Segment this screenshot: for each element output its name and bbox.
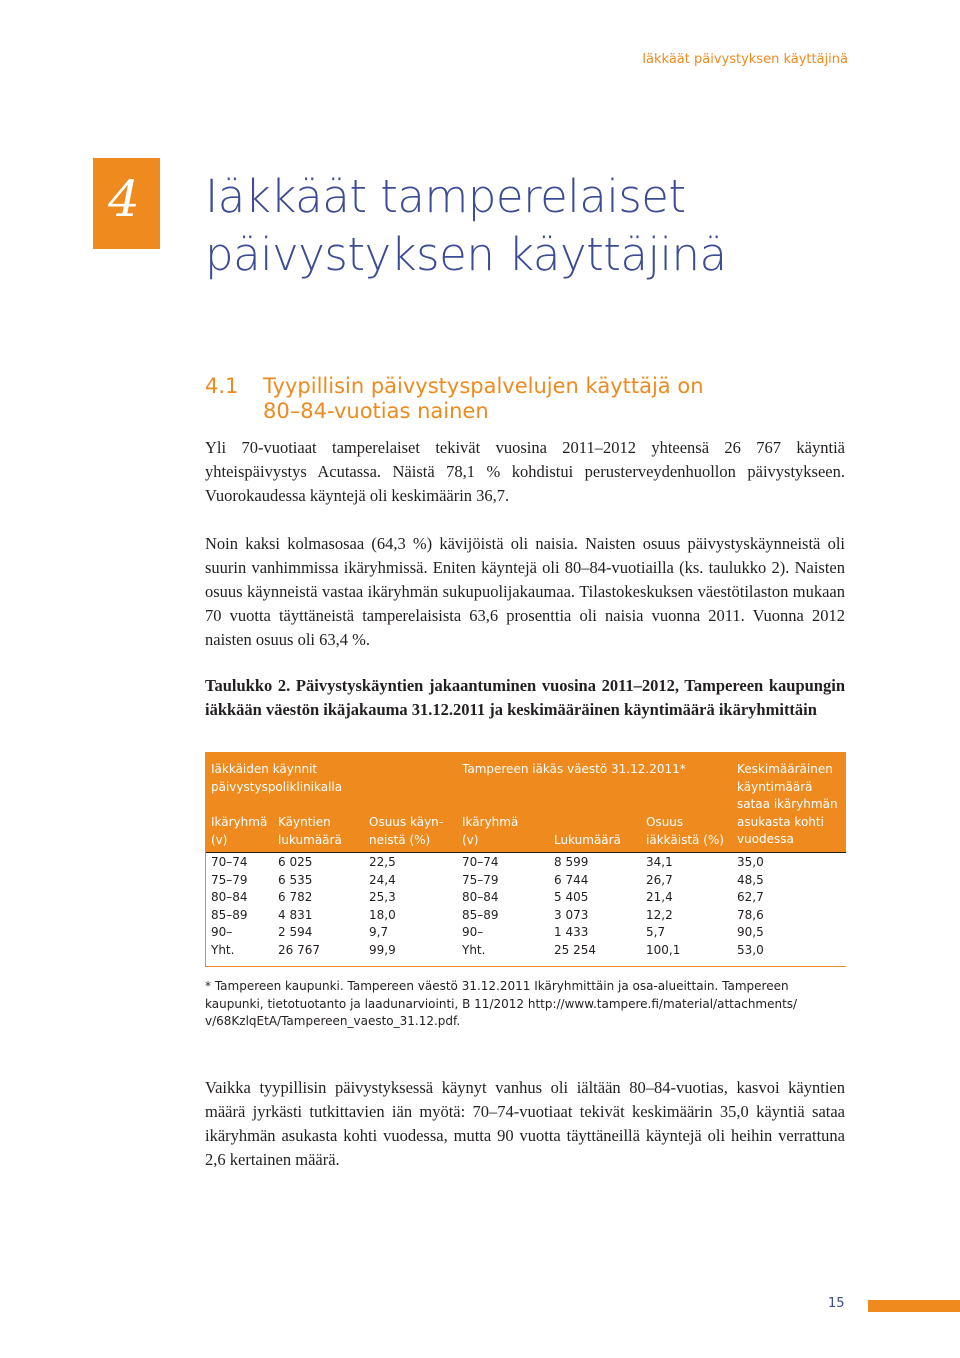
column-header-population-share-line-2: iäkkäistä (%)	[646, 832, 724, 847]
table-cell: 12,2	[646, 907, 673, 922]
table-cell: 6 744	[554, 872, 589, 887]
footnote-line-1: * Tampereen kaupunki. Tampereen väestö 31.12.2011 Ikäryhmittäin ja osa-alueittain. Tampereen	[205, 979, 789, 993]
table-cell: 22,5	[369, 855, 396, 869]
table-cell: 80–84	[211, 890, 248, 904]
table-row	[206, 924, 846, 942]
column-header-visit-share-line-1: Osuus käyn-	[369, 815, 444, 829]
page-number: 15	[828, 1296, 845, 1311]
column-header-population-count: Lukumäärä	[554, 832, 621, 847]
table-cell: 70–74	[462, 855, 499, 869]
table-cell: 26 767	[278, 942, 320, 957]
table-cell: 70–74	[211, 855, 248, 869]
table-cell: 48,5	[737, 872, 764, 887]
section-heading	[205, 374, 845, 424]
paragraph-1: Yli 70-vuotiaat tamperelaiset tekivät vuosina 2011–2012 yhteensä 26 767 käyntiä yhteispäivystys Acutassa. Näistä 78,1 % kohdistui perusterveydenhuollon päivystykseen. Vuorokaudessa käyntejä oli keskimäärin 36,7.	[205, 438, 845, 505]
column-header-average-line-2: käyntimäärä	[737, 779, 813, 794]
group-header-visits-line-2: päivystyspoliklinikalla	[211, 779, 343, 794]
table-cell: 18,0	[369, 907, 396, 922]
footnote-line-2: kaupunki, tietotuotanto ja laadunarviointi, B 11/2012 http://www.tampere.fi/material/attachments/	[205, 996, 798, 1011]
table-row	[206, 942, 846, 960]
section-title-line-1: Tyypillisin päivystyspalvelujen käyttäjä on	[263, 374, 704, 398]
column-header-average-line-4: asukasta kohti	[737, 814, 824, 829]
column-header-population-share-line-1: Osuus	[646, 815, 684, 829]
column-header-age-group-line-1: Ikäryhmä	[211, 815, 268, 829]
data-table	[205, 752, 846, 967]
group-header-visits	[211, 761, 342, 796]
table-cell: 34,1	[646, 855, 673, 869]
page-number-bar	[868, 1300, 960, 1312]
table-cell: 85–89	[211, 907, 248, 922]
column-header-average-line-3: sataa ikäryhmän	[737, 797, 838, 811]
chapter-number: 4	[108, 170, 140, 228]
column-header-visit-share-line-2: neistä (%)	[369, 832, 431, 847]
table-cell: 26,7	[646, 872, 673, 887]
table-cell: 85–89	[462, 907, 499, 922]
column-header-age-group-line-2: (v)	[211, 832, 228, 847]
column-header-visit-share	[369, 814, 443, 849]
column-header-average-line-1: Keskimääräinen	[737, 762, 833, 776]
table-cell: 62,7	[737, 890, 764, 904]
table-cell: 99,9	[369, 942, 396, 957]
column-header-age-group-2-line-1: Ikäryhmä	[462, 815, 519, 829]
column-header-population-share	[646, 814, 724, 849]
column-header-average	[737, 761, 838, 849]
section-title-line-2: 80–84-vuotias nainen	[263, 399, 489, 423]
table-cell: 75–79	[462, 872, 499, 887]
table-cell: 25 254	[554, 942, 596, 957]
column-header-age-group-2-line-2: (v)	[462, 832, 479, 847]
table-cell: 90–	[211, 925, 233, 939]
table-cell: 2 594	[278, 925, 313, 939]
table-footnote	[205, 978, 805, 1031]
table-body	[206, 854, 846, 959]
section-number: 4.1	[205, 374, 239, 398]
paragraph-3: Vaikka tyypillisin päivystyksessä käynyt vanhus oli iältään 80–84-vuotias, kasvoi käyntien määrä jyrkästi tutkittavien iän myötä: 70–74-vuotiaat tekivät keskimäärin 35,0 käyntiä sataa ikäryhmän asukasta kohti vuodessa, mutta 90 vuotta täyttäneillä käyntejä oli heihin verrattuna 2,6 kertainen määrä.	[205, 1078, 845, 1169]
table-cell: 5,7	[646, 925, 666, 939]
table-cell: 80–84	[462, 890, 499, 904]
table-header	[206, 752, 846, 853]
table-cell: Yht.	[462, 942, 486, 957]
column-header-average-line-5: vuodessa	[737, 832, 794, 846]
footnote-line-3: v/68KzlqEtA/Tampereen_vaesto_31.12.pdf.	[205, 1014, 461, 1028]
table-cell: 35,0	[737, 855, 764, 869]
table-cell: 24,4	[369, 872, 396, 887]
running-head: Iäkkäät päivystyksen käyttäjinä	[642, 52, 848, 67]
table-cell: 1 433	[554, 925, 589, 939]
table-row	[206, 854, 846, 872]
chapter-title-line-2: päivystyksen käyttäjinä	[205, 228, 727, 281]
table-row	[206, 889, 846, 907]
table-cell: 100,1	[646, 942, 681, 957]
table-cell: 5 405	[554, 890, 589, 904]
table-cell: 6 782	[278, 890, 313, 904]
table-cell: 90,5	[737, 925, 764, 939]
group-header-population: Tampereen iäkäs väestö 31.12.2011*	[462, 762, 686, 776]
chapter-title-line-1: Iäkkäät tamperelaiset	[205, 170, 686, 223]
table-cell: 90–	[462, 925, 484, 939]
group-header-visits-line-1: Iäkkäiden käynnit	[211, 762, 318, 776]
table-row	[206, 907, 846, 925]
column-header-visit-count-line-1: Käyntien	[278, 815, 331, 829]
table-cell: 53,0	[737, 942, 764, 957]
table-cell: 6 535	[278, 872, 313, 887]
column-header-age-group-2	[462, 814, 518, 849]
column-header-visit-count	[278, 814, 342, 849]
table-row	[206, 872, 846, 890]
table-cell: 25,3	[369, 890, 396, 904]
column-header-age-group	[211, 814, 267, 849]
chapter-title	[205, 168, 905, 284]
table-cell: 4 831	[278, 907, 313, 922]
table-cell: 78,6	[737, 907, 764, 922]
table-cell: 6 025	[278, 855, 313, 869]
column-header-visit-count-line-2: lukumäärä	[278, 832, 342, 847]
table-caption: Taulukko 2. Päivystyskäyntien jakaantuminen vuosina 2011–2012, Tampereen kaupungin iäkkään väestön ikäjakauma 31.12.2011 ja keskimääräinen käyntimäärä ikäryhmittäin	[205, 676, 845, 719]
table-cell: 9,7	[369, 925, 389, 939]
table-cell: 75–79	[211, 872, 248, 887]
paragraph-2: Noin kaksi kolmasosaa (64,3 %) kävijöistä oli naisia. Naisten osuus päivystyskäynneistä oli suurin vanhimmissa ikäryhmissä. Eniten käyntejä oli 80–84-vuotiailla (ks. taulukko 2). Naisten osuus käynneistä vastaa ikäryhmän sukupuolijakaumaa. Tilastokeskuksen väestötilaston mukaan 70 vuotta täyttäneistä tamperelaisista 63,6 prosenttia oli naisia vuonna 2011. Vuonna 2012 naisten osuus oli 63,4 %.	[205, 534, 845, 649]
table-cell: 8 599	[554, 855, 589, 869]
table-cell: Yht.	[211, 942, 235, 957]
table-cell: 3 073	[554, 907, 589, 922]
table-cell: 21,4	[646, 890, 673, 904]
